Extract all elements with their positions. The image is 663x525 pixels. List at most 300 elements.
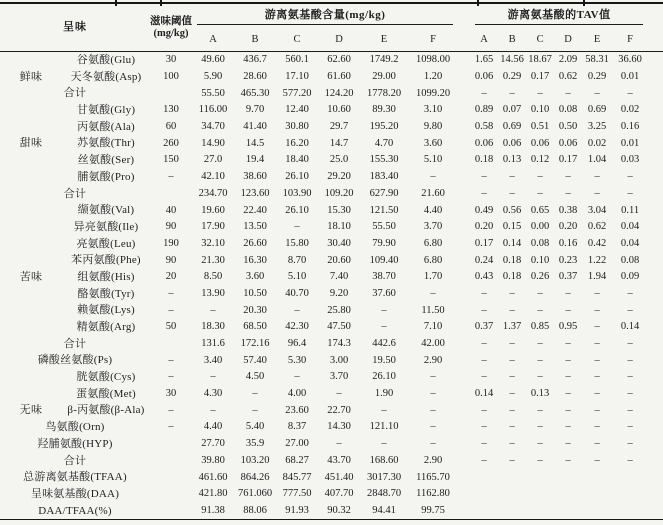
tav-cell: 0.12 — [530, 154, 550, 166]
content-cell: 22.70 — [327, 404, 351, 416]
content-cell: 91.93 — [285, 504, 309, 516]
tav-cell: 0.62 — [558, 71, 578, 82]
table-row — [0, 336, 663, 353]
tav-cell: – — [537, 354, 543, 366]
threshold-cell: – — [168, 421, 174, 433]
tav-cell: – — [481, 404, 487, 416]
tav-cell: – — [565, 438, 571, 450]
tav-cell: 0.07 — [502, 104, 522, 116]
tav-cell: – — [627, 187, 633, 199]
content-cell: 864.26 — [240, 471, 270, 483]
tav-cell: – — [509, 371, 515, 383]
content-cell: – — [294, 371, 300, 383]
margin-cell — [648, 302, 663, 319]
table-row — [0, 119, 663, 136]
tav-cell: – — [509, 87, 515, 99]
tav-cell: – — [537, 421, 543, 433]
content-cell: – — [336, 388, 342, 400]
content-cell: 1.70 — [423, 271, 443, 283]
threshold-cell: – — [168, 404, 174, 416]
table-row — [0, 369, 663, 386]
tav-cell: 0.42 — [587, 237, 607, 249]
tav-cell: 36.60 — [618, 54, 642, 66]
content-cell: 155.30 — [369, 154, 399, 166]
tav-cell: 0.02 — [620, 104, 640, 116]
content-cell: 9.80 — [423, 121, 443, 133]
row-label: 羟脯氨酸(HYP) — [37, 437, 113, 450]
tav-cell: – — [594, 321, 600, 333]
tav-cell: – — [481, 454, 487, 466]
table-row — [0, 302, 663, 319]
content-cell: 577.20 — [282, 87, 312, 99]
taste-group-label — [0, 52, 62, 69]
content-cell: – — [430, 287, 436, 299]
tav-cell: – — [509, 404, 515, 416]
content-cell: 1778.20 — [366, 87, 402, 99]
content-cell: 14.5 — [245, 137, 265, 149]
tav-cell: 0.95 — [558, 321, 578, 333]
tav-cell: 3.25 — [587, 121, 607, 133]
table-row — [0, 236, 663, 253]
content-cell: 47.50 — [327, 321, 351, 333]
margin-cell — [648, 69, 663, 86]
tav-cell: – — [565, 371, 571, 383]
margin-cell — [648, 219, 663, 236]
tav-cell: 0.51 — [530, 121, 550, 133]
content-cell: 121.10 — [369, 421, 399, 433]
table-row — [0, 85, 663, 102]
content-cell: 1099.20 — [415, 87, 451, 99]
content-cell: 90.32 — [327, 504, 351, 516]
tav-cell — [526, 469, 554, 486]
content-cell: – — [210, 371, 216, 383]
margin-cell — [648, 352, 663, 369]
tav-cell: 0.01 — [620, 137, 640, 149]
content-cell: 21.60 — [421, 187, 445, 199]
tav-cell — [498, 469, 526, 486]
content-cell: 116.00 — [198, 104, 228, 116]
tav-cell: 0.04 — [620, 237, 640, 249]
tav-cell: 0.37 — [558, 271, 578, 283]
tav-cell: 0.14 — [502, 237, 522, 249]
gap-cell — [458, 52, 470, 69]
margin-cell — [648, 369, 663, 386]
threshold-cell: – — [168, 171, 174, 183]
gap-cell — [458, 486, 470, 503]
table-row — [0, 402, 663, 419]
tav-cell: 0.24 — [474, 254, 494, 266]
gap-cell — [458, 319, 470, 336]
table-row — [0, 169, 663, 186]
threshold-header-line2: (mg/kg) — [153, 27, 189, 39]
tav-cell: 0.17 — [474, 237, 494, 249]
tav-cell: 0.09 — [620, 271, 640, 283]
content-cell: 68.50 — [243, 321, 267, 333]
tav-cell: – — [627, 388, 633, 400]
content-cell: 103.20 — [240, 454, 270, 466]
tav-cell: 0.00 — [530, 221, 550, 233]
table-row — [0, 52, 663, 69]
content-cell: 99.75 — [421, 504, 445, 516]
content-cell: 8.50 — [203, 271, 223, 283]
tav-cell: 0.08 — [558, 104, 578, 116]
content-cell: 1.20 — [423, 71, 443, 82]
tav-cell: – — [565, 187, 571, 199]
content-cell: 68.27 — [285, 454, 309, 466]
content-cell: 10.60 — [327, 104, 351, 116]
content-cell: – — [381, 321, 387, 333]
tav-cell: – — [509, 187, 515, 199]
margin-cell — [648, 453, 663, 470]
content-cell: 55.50 — [372, 221, 396, 233]
tav-cell: – — [565, 87, 571, 99]
content-cell: 42.00 — [421, 338, 445, 349]
content-cell: – — [381, 404, 387, 416]
column-header-content-f: F — [408, 30, 458, 52]
threshold-cell: 90 — [165, 221, 177, 233]
row-label: 谷氨酸(Glu) — [76, 54, 136, 67]
content-cell: 442.6 — [372, 338, 396, 349]
content-cell: 8.70 — [287, 254, 307, 266]
tav-cell: 0.06 — [474, 137, 494, 149]
tav-cell: – — [537, 171, 543, 183]
margin-cell — [648, 269, 663, 286]
gap-cell — [458, 252, 470, 269]
content-cell: 96.4 — [287, 338, 307, 349]
table-row — [0, 69, 663, 86]
tav-cell: – — [537, 287, 543, 299]
content-cell: 109.40 — [369, 254, 399, 266]
gap-cell — [458, 453, 470, 470]
tav-cell: – — [537, 454, 543, 466]
tav-cell: 0.18 — [502, 271, 522, 283]
table-row — [0, 436, 663, 453]
gap-cell — [458, 102, 470, 119]
row-label: 精氨酸(Arg) — [76, 321, 136, 334]
content-cell: 9.70 — [245, 104, 265, 116]
gap-cell — [458, 236, 470, 253]
tav-cell: 0.29 — [587, 71, 607, 82]
column-header-tav-span — [470, 3, 648, 30]
content-cell: – — [294, 304, 300, 316]
threshold-cell — [150, 336, 192, 353]
content-cell: 79.90 — [372, 237, 396, 249]
margin-cell — [648, 135, 663, 152]
content-cell: 1162.80 — [416, 488, 450, 500]
tav-cell: 0.62 — [587, 221, 607, 233]
tav-cell: 0.65 — [530, 204, 550, 216]
content-cell: 26.60 — [243, 237, 267, 249]
content-cell: – — [252, 404, 258, 416]
margin-cell — [648, 252, 663, 269]
content-cell: 5.10 — [287, 271, 307, 283]
threshold-cell: 190 — [163, 237, 179, 249]
margin-cell — [648, 186, 663, 203]
content-cell: 43.70 — [327, 454, 351, 466]
gap-cell — [458, 269, 470, 286]
tav-cell: 0.58 — [474, 121, 494, 133]
tav-cell: 0.56 — [502, 204, 522, 216]
content-cell: 3.60 — [423, 137, 443, 149]
table-row — [0, 486, 663, 503]
table-row — [0, 269, 663, 286]
margin-cell — [648, 85, 663, 102]
content-cell: 10.50 — [243, 287, 267, 299]
tav-cell: – — [627, 404, 633, 416]
tav-cell: – — [565, 304, 571, 316]
content-cell: 29.7 — [329, 121, 349, 133]
tav-cell: 0.26 — [530, 271, 550, 283]
column-header-content-c: C — [276, 30, 318, 52]
content-cell: 121.50 — [369, 204, 399, 216]
margin-cell — [648, 486, 663, 503]
content-cell: 124.20 — [324, 87, 354, 99]
tav-cell: 0.14 — [620, 321, 640, 333]
taste-group-label — [0, 219, 62, 236]
threshold-cell — [150, 469, 192, 486]
tav-cell: – — [627, 454, 633, 466]
column-header-content-e: E — [360, 30, 408, 52]
table-row — [0, 503, 663, 520]
content-cell: 39.80 — [201, 454, 225, 466]
taste-group-label: 苦味 — [19, 270, 43, 283]
margin-cell — [648, 202, 663, 219]
content-cell: 62.60 — [327, 54, 351, 66]
tav-cell: – — [481, 171, 487, 183]
threshold-cell — [150, 453, 192, 470]
row-label: 鸟氨酸(Orn) — [45, 421, 105, 434]
content-cell: 49.60 — [201, 54, 225, 66]
tav-cell: – — [509, 171, 515, 183]
content-cell: – — [430, 371, 436, 383]
margin-cell — [648, 286, 663, 303]
content-cell: 461.60 — [198, 471, 228, 483]
tav-cell: – — [509, 338, 515, 349]
row-label: 合计 — [63, 187, 87, 200]
taste-group-label: 甜味 — [19, 137, 43, 150]
tav-cell: – — [627, 304, 633, 316]
tav-cell: – — [594, 187, 600, 199]
margin-cell — [648, 419, 663, 436]
tav-cell: 0.10 — [530, 254, 550, 266]
tav-cell: – — [594, 454, 600, 466]
row-label: 苏氨酸(Thr) — [77, 137, 135, 150]
tav-cell — [554, 469, 582, 486]
content-cell: 16.30 — [243, 254, 267, 266]
content-cell: 761.060 — [237, 488, 273, 500]
tav-cell: – — [481, 187, 487, 199]
threshold-cell: 50 — [165, 321, 177, 333]
table-row — [0, 135, 663, 152]
tav-cell: – — [627, 338, 633, 349]
threshold-cell: 40 — [165, 204, 177, 216]
row-label: 胱氨酸(Cys) — [76, 371, 136, 384]
content-cell: 195.20 — [369, 121, 399, 133]
taste-group-label — [0, 252, 62, 269]
tav-cell: – — [481, 371, 487, 383]
tav-cell: 0.13 — [530, 388, 550, 400]
tav-cell — [526, 486, 554, 503]
tav-cell: – — [481, 304, 487, 316]
tav-cell — [582, 503, 612, 520]
content-cell: 15.30 — [327, 204, 351, 216]
table-row — [0, 352, 663, 369]
content-cell: – — [430, 171, 436, 183]
tav-cell: – — [565, 421, 571, 433]
tav-cell — [582, 486, 612, 503]
tav-cell: 1.65 — [474, 54, 494, 66]
threshold-cell — [150, 85, 192, 102]
gap-cell — [458, 419, 470, 436]
taste-group-label — [0, 386, 62, 403]
content-cell: – — [430, 421, 436, 433]
margin-cell — [648, 152, 663, 169]
tav-cell: 0.06 — [474, 71, 494, 82]
content-cell: 3.60 — [245, 271, 265, 283]
tav-cell: – — [565, 388, 571, 400]
row-label: 异亮氨酸(Ile) — [73, 220, 139, 233]
tav-cell: – — [509, 388, 515, 400]
content-cell: 2848.70 — [366, 488, 402, 500]
content-cell: 29.20 — [327, 171, 351, 183]
taste-group-label: 无味 — [19, 404, 43, 417]
content-cell: 35.9 — [245, 438, 265, 450]
gap-cell — [458, 302, 470, 319]
content-cell: 109.20 — [324, 187, 354, 199]
tav-cell: 0.08 — [530, 237, 550, 249]
threshold-cell: 60 — [165, 121, 177, 133]
table-body — [0, 52, 663, 520]
tick-mark — [115, 0, 117, 6]
tav-cell: – — [537, 404, 543, 416]
amino-acid-table — [0, 2, 663, 520]
tav-cell: 0.49 — [474, 204, 494, 216]
column-header-content-d: D — [318, 30, 360, 52]
table-row — [0, 469, 663, 486]
column-header-tav-c: C — [526, 30, 554, 52]
content-cell: 14.7 — [329, 137, 349, 149]
row-label: 甘氨酸(Gly) — [76, 104, 136, 117]
tav-cell — [498, 503, 526, 520]
tav-cell: – — [594, 287, 600, 299]
gap-cell — [458, 169, 470, 186]
tav-cell: – — [594, 354, 600, 366]
content-cell: 13.50 — [243, 221, 267, 233]
content-cell: 91.38 — [201, 504, 225, 516]
margin-cell — [648, 469, 663, 486]
content-cell: 19.4 — [245, 154, 265, 166]
tav-cell: – — [481, 338, 487, 349]
tav-cell: – — [509, 438, 515, 450]
content-cell: 3.10 — [423, 104, 443, 116]
tav-cell: 1.04 — [587, 154, 607, 166]
tav-cell: – — [594, 404, 600, 416]
content-cell: 28.60 — [243, 71, 267, 82]
row-label: 苯丙氨酸(Phe) — [71, 254, 141, 267]
content-cell: 172.16 — [240, 338, 270, 349]
content-cell: 40.70 — [285, 287, 309, 299]
content-cell: – — [430, 438, 436, 450]
tav-cell: 0.13 — [502, 154, 522, 166]
column-header-tav-d: D — [554, 30, 582, 52]
threshold-cell: 30 — [165, 388, 177, 400]
tav-cell: 0.85 — [530, 321, 550, 333]
tav-cell: – — [481, 287, 487, 299]
content-cell: 3.00 — [329, 354, 349, 366]
row-label: 赖氨酸(Lys) — [77, 304, 135, 317]
tav-cell: 0.14 — [474, 388, 494, 400]
tick-mark — [583, 0, 585, 6]
content-cell: 7.10 — [423, 321, 443, 333]
tav-cell: – — [594, 338, 600, 349]
content-cell: 5.40 — [245, 421, 265, 433]
tav-cell: – — [594, 171, 600, 183]
content-cell: 2.90 — [423, 354, 443, 366]
tav-cell: – — [537, 87, 543, 99]
content-cell: 21.30 — [201, 254, 225, 266]
threshold-header-line1: 滋味阈值 — [150, 16, 192, 27]
gap-cell — [458, 352, 470, 369]
column-header-content-span — [192, 3, 458, 30]
tav-cell: 3.04 — [587, 204, 607, 216]
margin-cell — [648, 336, 663, 353]
threshold-cell: 260 — [163, 137, 179, 149]
tav-cell: – — [594, 388, 600, 400]
content-cell: 34.70 — [201, 121, 225, 133]
content-cell: 19.50 — [372, 354, 396, 366]
gap-cell — [458, 85, 470, 102]
content-cell: 436.7 — [243, 54, 267, 66]
tav-cell: – — [481, 354, 487, 366]
content-cell: 38.70 — [372, 271, 396, 283]
tav-cell: 0.15 — [502, 221, 522, 233]
tav-cell: – — [565, 338, 571, 349]
content-cell: 23.60 — [285, 404, 309, 416]
tav-cell: – — [627, 354, 633, 366]
tav-cell: 0.69 — [587, 104, 607, 116]
margin-cell — [648, 319, 663, 336]
content-cell: 174.3 — [327, 338, 351, 349]
gap-cell — [458, 286, 470, 303]
content-cell: 3.70 — [329, 371, 349, 383]
content-cell: – — [381, 438, 387, 450]
content-cell: 421.80 — [198, 488, 228, 500]
row-label: 蛋氨酸(Met) — [76, 387, 136, 400]
content-cell: 55.50 — [201, 87, 225, 99]
content-cell: 61.60 — [327, 71, 351, 82]
table-row — [0, 219, 663, 236]
content-cell: 25.0 — [329, 154, 349, 166]
tav-cell: 0.11 — [621, 204, 640, 216]
content-cell: 30.80 — [285, 121, 309, 133]
threshold-cell: – — [168, 287, 174, 299]
content-cell: 7.40 — [329, 271, 349, 283]
taste-group-label — [0, 119, 62, 136]
tav-cell: 14.56 — [500, 54, 524, 66]
tav-cell: – — [627, 438, 633, 450]
tav-cell — [498, 486, 526, 503]
threshold-cell: 150 — [163, 154, 179, 166]
content-cell: 4.30 — [203, 388, 223, 400]
tav-cell — [470, 503, 498, 520]
tav-cell — [526, 503, 554, 520]
tav-cell: 0.06 — [558, 137, 578, 149]
tav-cell: 0.23 — [558, 254, 578, 266]
tav-cell: – — [565, 404, 571, 416]
tav-cell: 0.50 — [558, 121, 578, 133]
tav-cell: – — [509, 304, 515, 316]
table-row — [0, 202, 663, 219]
